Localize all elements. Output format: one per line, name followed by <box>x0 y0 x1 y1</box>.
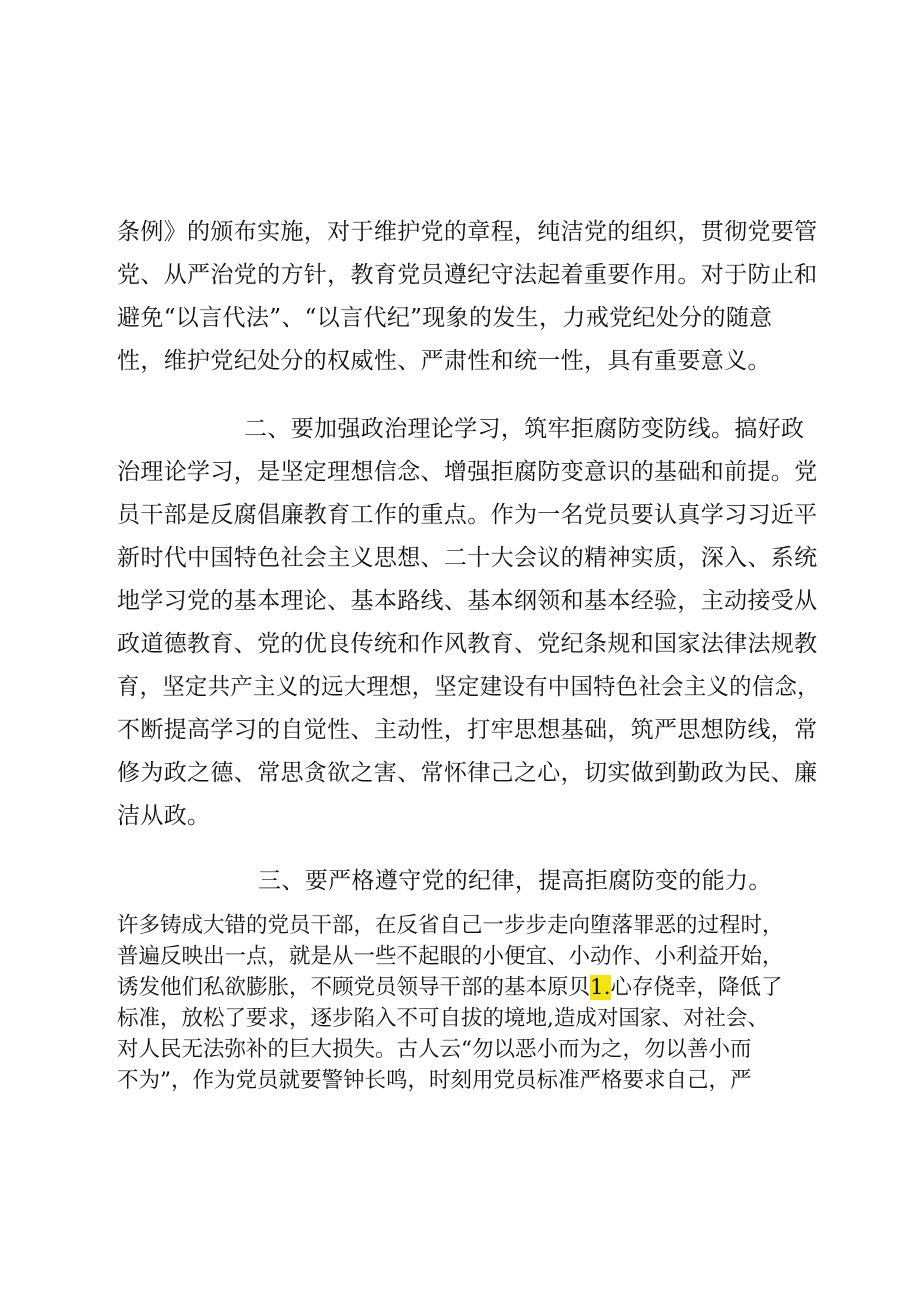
para1-line-2: 党、从严治党的方针，教育党员遵纪守法起着重要作用。对于防止和 <box>117 262 818 288</box>
para3-line-1: 许多铸成大错的党员干部，在反省自己一步步走向堕落罪恶的过程时， <box>117 913 784 938</box>
para2-line-4: 新时代中国特色社会主义思想、二十大会议的精神实质，深入、系统 <box>117 545 818 571</box>
highlight-mark: 1. <box>590 975 611 1000</box>
para2-line-10: 洁从政。 <box>117 803 211 829</box>
para2-line-3: 员干部是反腐倡廉教育工作的重点。作为一名党员要认真学习习近平 <box>117 502 818 528</box>
para3-line-4: 标准，放松了要求，逐步陷入不可自拔的境地,造成对国家、对社会、 <box>117 1006 769 1031</box>
para3-heading: 三、要严格遵守党的纪律，提高拒腐防变的能力。 <box>258 868 772 894</box>
para2-line-6: 政道德教育、党的优良传统和作风教育、党纪条规和国家法律法规教 <box>117 631 818 657</box>
para3-line-3 <box>117 973 783 1003</box>
para2-line-8: 不断提高学习的自觉性、主动性，打牢思想基础，筑严思想防线，常 <box>117 717 818 743</box>
para3-line-6: 不为”，作为党员就要警钟长鸣，时刻用党员标准严格要求自己，严 <box>117 1068 752 1093</box>
para3-line-5: 对人民无法弥补的巨大损失。古人云“勿以恶小而为之，勿以善小而 <box>117 1037 752 1062</box>
para2-line-7: 育，坚定共产主义的远大理想，坚定建设有中国特色社会主义的信念， <box>117 674 820 700</box>
para3-line-2: 普遍反映出一点，就是从一些不起眼的小便宜、小动作、小利益开始， <box>117 944 784 969</box>
para1-line-1: 条例》的颁布实施，对于维护党的章程，纯洁党的组织，贯彻党要管 <box>117 219 818 245</box>
para2-line-5: 地学习党的基本理论、基本路线、基本纲领和基本经验，主动接受从 <box>117 588 818 614</box>
para3-line-3-end: 心存侥幸，降低了 <box>610 975 783 1000</box>
para1-line-3: 避免“以言代法”、“以言代纪”现象的发生，力戒党纪处分的随意 <box>117 305 773 331</box>
para2-line-2: 治理论学习，是坚定理想信念、增强拒腐防变意识的基础和前提。党 <box>117 459 818 485</box>
para1-line-4: 性，维护党纪处分的权威性、严肃性和统一性，具有重要意义。 <box>117 348 771 374</box>
para2-heading-line: 二、要加强政治理论学习，筑牢拒腐防变防线。搞好政 <box>244 416 805 442</box>
para2-line-9: 修为政之德、常思贪欲之害、常怀律己之心，切实做到勤政为民、廉 <box>117 760 818 786</box>
para3-line-3-start: 诱发他们私欲膨胀，不顾党员领导干部的基本原贝 <box>117 975 591 1000</box>
